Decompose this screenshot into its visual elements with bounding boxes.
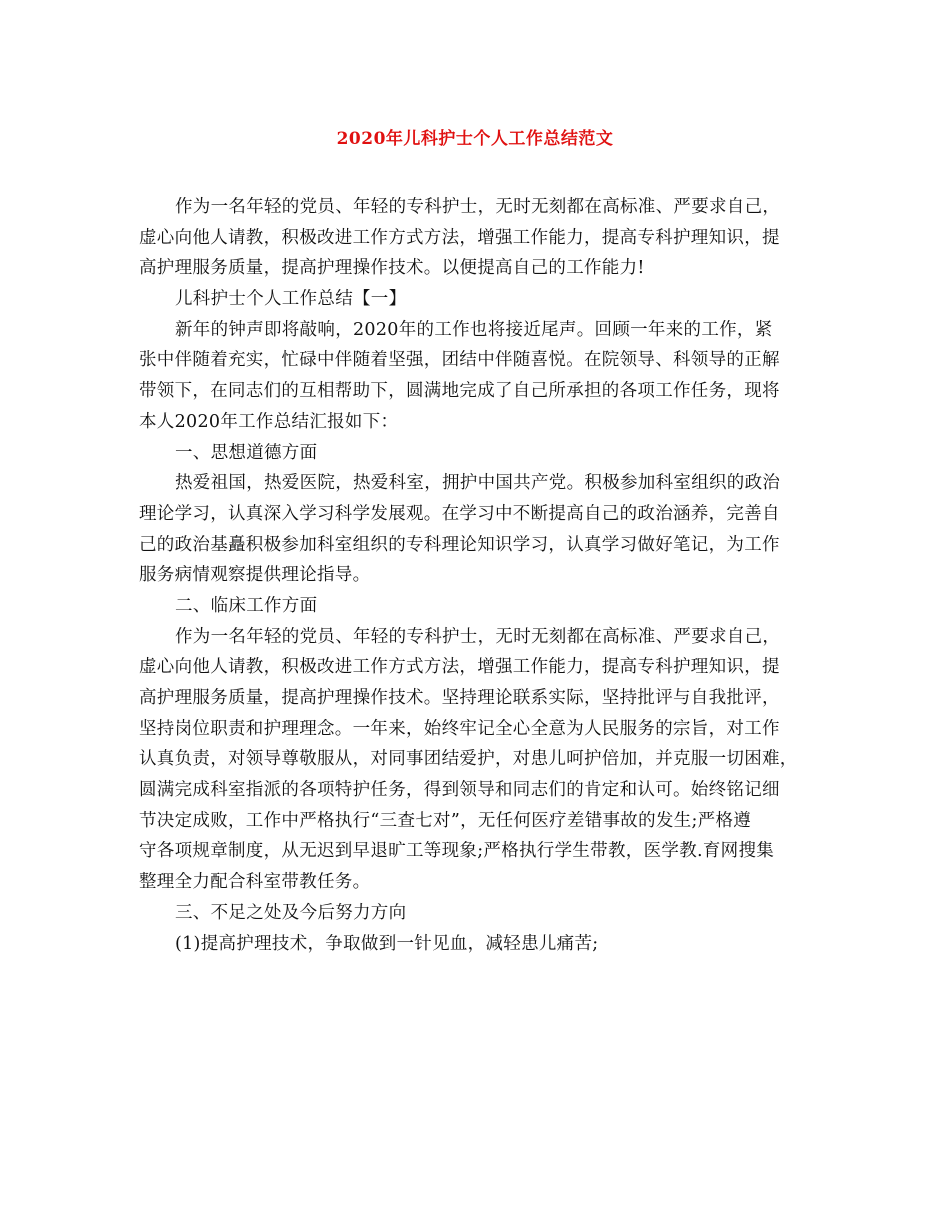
body-line: 带领下，在同志们的互相帮助下，圆满地完成了自己所承担的各项工作任务，现将 — [139, 381, 780, 402]
body-line: 节决定成败，工作中严格执行“三查七对”，无任何医疗差错事故的发生;严格遵 — [139, 810, 752, 831]
body-line: 本人2020年工作总结汇报如下： — [139, 411, 399, 432]
document-body — [139, 192, 819, 959]
body-line: 一、思想道德方面 — [175, 442, 318, 463]
body-line: 高护理服务质量，提高护理操作技术。以便提高自己的工作能力! — [139, 258, 645, 279]
body-line: 己的政治基矗积极参加科室组织的专科理论知识学习，认真学习做好笔记，为工作 — [139, 534, 780, 555]
body-line: 张中伴随着充实，忙碌中伴随着坚强，团结中伴随喜悦。在院领导、科领导的正解 — [139, 350, 780, 371]
body-line: 坚持岗位职责和护理理念。一年来，始终牢记全心全意为人民服务的宗旨，对工作 — [139, 718, 780, 739]
body-line: 虚心向他人请教，积极改进工作方式方法，增强工作能力，提高专科护理知识，提 — [139, 657, 780, 678]
body-line: 服务病情观察提供理论指导。 — [139, 565, 371, 586]
body-line: 三、不足之处及今后努力方向 — [175, 902, 407, 923]
document-title: 2020年儿科护士个人工作总结范文 — [336, 129, 614, 149]
body-line: (1)提高护理技术，争取做到一针见血，减轻患儿痛苦; — [175, 933, 599, 954]
body-line: 作为一名年轻的党员、年轻的专科护士，无时无刻都在高标准、严要求自己， — [175, 197, 781, 217]
body-line: 理论学习，认真深入学习科学发展观。在学习中不断提高自己的政治涵养，完善自 — [139, 503, 780, 524]
body-line: 认真负责，对领导尊敬服从，对同事团结爱护，对患儿呵护倍加，并克服一切困难， — [139, 749, 798, 770]
body-line: 作为一名年轻的党员、年轻的专科护士，无时无刻都在高标准、严要求自己， — [175, 626, 781, 647]
body-line: 高护理服务质量，提高护理操作技术。坚持理论联系实际，坚持批评与自我批评， — [139, 688, 780, 708]
body-line: 儿科护士个人工作总结【一】 — [175, 289, 407, 310]
body-line: 热爱祖国，热爱医院，热爱科室，拥护中国共产党。积极参加科室组织的政治 — [175, 473, 781, 494]
body-line: 圆满完成科室指派的各项特护任务，得到领导和同志们的肯定和认可。始终铭记细 — [139, 780, 780, 801]
body-line: 守各项规章制度，从无迟到早退旷工等现象;严格执行学生带教，医学教.育网搜集 — [139, 841, 775, 862]
body-line: 二、临床工作方面 — [175, 595, 318, 616]
body-line: 新年的钟声即将敲响，2020年的工作也将接近尾声。回顾一年来的工作，紧 — [175, 319, 773, 340]
body-line: 整理全力配合科室带教任务。 — [139, 872, 371, 893]
body-line: 虚心向他人请教，积极改进工作方式方法，增强工作能力，提高专科护理知识，提 — [139, 227, 780, 248]
